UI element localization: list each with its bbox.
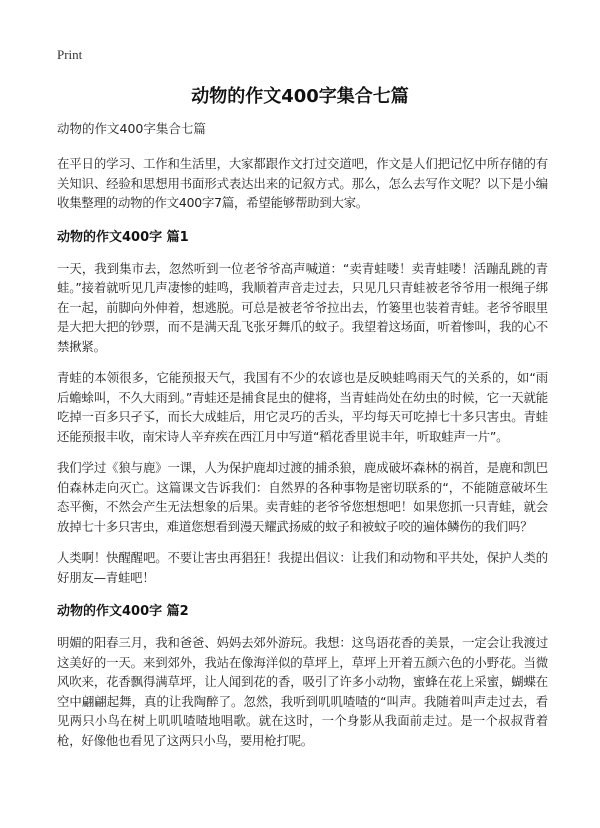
article-subtitle: 动物的作文400字集合七篇 (57, 121, 206, 136)
article-body (57, 116, 548, 762)
section-1-paragraph-3: 我们学过《狼与鹿》一课，人为保护鹿却过渡的捕杀狼，鹿成破坏森林的祸首，是鹿和凯巴伯森林走向灭亡。这篇课文告诉我们：自然界的各种事物是密切联系的“，不能随意破坏生态平衡，不然会产生无法想象的后果。卖青蛙的老爷爷您想想吧！如果您抓一只青蛙，就会放掉七十多只害虫，难道您想看到漫天耀武扬威的蚊子和被蚊子咬的遍体鳞伤的我们吗？ (57, 460, 548, 534)
section-1-paragraph-2: 青蛙的本领很多，它能预报天气，我国有不少的农谚也是反映蛙鸣雨天气的关系的，如“雨后蟾蜍叫，不久大雨到。”青蛙还是捕食昆虫的健将，当青蛙尚处在幼虫的时候，它一天就能吃掉一百多只孑孓，而长大成蛙后，用它灵巧的舌头，平均每天可吃掉七十多只害虫。青蛙还能预报丰收，南宋诗人辛弃疾在西江月中写道“稻花香里说丰年，听取蛙声一片”。 (57, 370, 548, 444)
section-heading-2: 动物的作文400字 篇2 (57, 604, 189, 619)
section-2-paragraph-1: 明媚的阳春三月，我和爸爸、妈妈去郊外游玩。我想：这鸟语花香的美景，一定会让我渡过这美好的一天。来到郊外，我站在像海洋似的草坪上，草坪上开着五颜六色的小野花。当微风吹来，花香飘得满草坪，让人闻到花的香，吸引了许多小动物，蜜蜂在花上采蜜，蝴蝶在空中翩翩起舞，真的让我陶醉了。忽然，我听到叽叽喳喳的“叫声。我随着叫声走过去，看见两只小鸟在树上叽叽喳喳地唱歌。就在这时，一个身影从我面前走过。是一个叔叔背着枪，好像他也看见了这两只小鸟，要用枪打呢。 (57, 635, 548, 748)
print-link[interactable]: Print (57, 47, 83, 62)
page-title: 动物的作文400字集合七篇 (191, 86, 409, 107)
section-1-paragraph-4: 人类啊！快醒醒吧。不要让害虫再猖狂！我提出倡议：让我们和动物和平共处，保护人类的好朋友—青蛙吧！ (57, 550, 548, 585)
section-heading-1: 动物的作文400字 篇1 (57, 229, 189, 245)
intro-paragraph: 在平日的学习、工作和生活里，大家都跟作文打过交道吧，作文是人们把记忆中所存储的有关知识、经验和思想用书面形式表达出来的记叙方式。那么，怎么去写作文呢？以下是小编收集整理的动物的作文400字7篇，希望能够帮助到大家。 (57, 156, 548, 210)
section-1-paragraph-1: 一天，我到集市去，忽然听到一位老爷爷高声喊道：“卖青蛙喽！卖青蛙喽！活蹦乱跳的青蛙。”接着就听见几声凄惨的蛙鸣，我顺着声音走过去，只见几只青蛙被老爷爷用一根绳子绑在一起，前脚向外伸着，想逃脱。可总是被老爷爷拉出去，竹篓里也装着青蛙。老爷爷眼里是大把大把的钞票，而不是满天乱飞张牙舞爪的蚊子。我望着这场面，听着惨叫，我的心不禁揪紧。 (57, 260, 548, 354)
